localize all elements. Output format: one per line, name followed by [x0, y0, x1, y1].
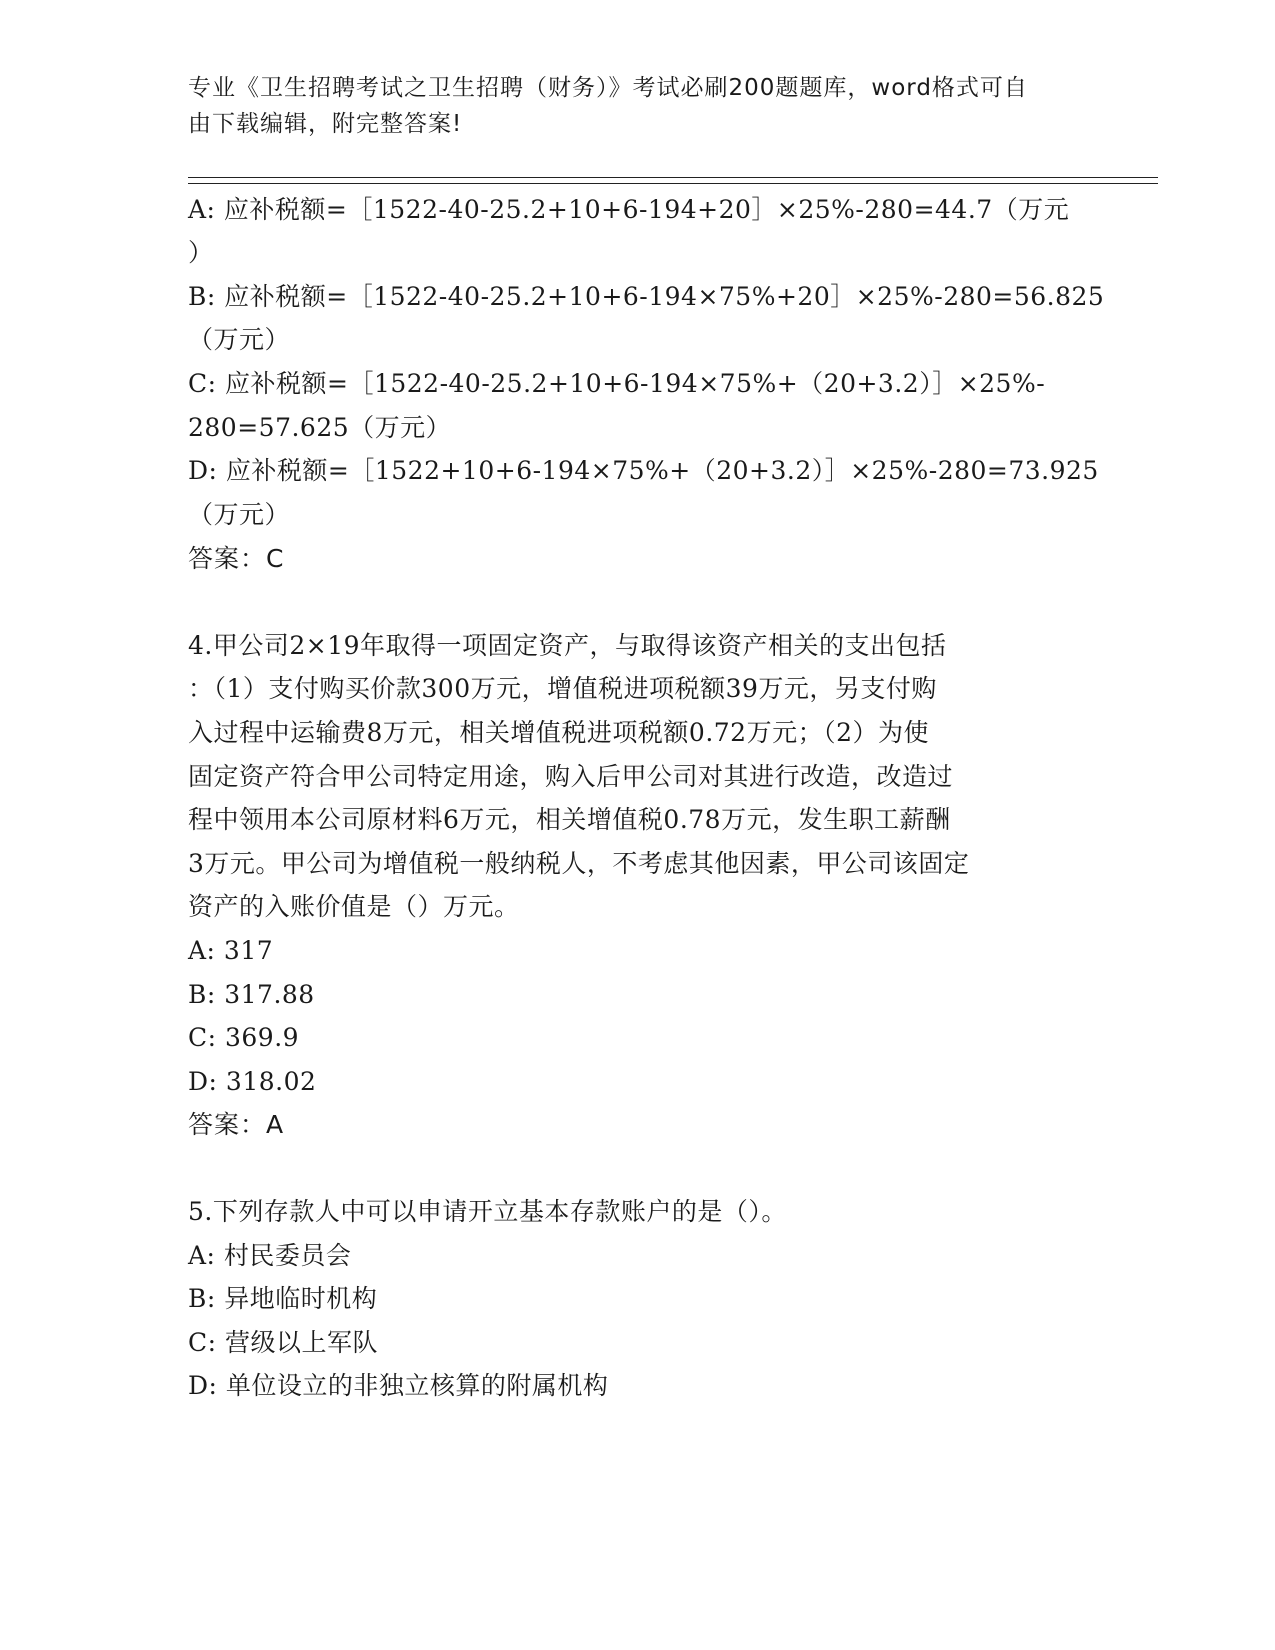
q4-option-d: D: 318.02 — [188, 1067, 317, 1096]
q4-stem-line-2: ：（1）支付购买价款300万元，增值税进项税额39万元，另支付购 — [188, 674, 937, 703]
q4-stem-line-6: 3万元。甲公司为增值税一般纳税人，不考虑其他因素，甲公司该固定 — [188, 849, 970, 878]
q3-option-d-line-1: D: 应补税额=［1522+10+6-194×75%+（20+3.2）］×25%-280=73.925 — [188, 456, 1099, 485]
header-line-1: 专业《卫生招聘考试之卫生招聘（财务）》考试必刷200题题库，word格式可自 — [188, 75, 1028, 101]
q3-option-a-line-2: ） — [188, 238, 214, 267]
q4-option-c: C: 369.9 — [188, 1023, 300, 1052]
q3-option-c-line-2: 280=57.625（万元） — [188, 413, 452, 442]
q3-answer: 答案：C — [188, 544, 285, 573]
q3-option-b-line-1: B: 应补税额=［1522-40-25.2+10+6-194×75%+20］×25%-280=56.825 — [188, 282, 1105, 311]
q5-option-d: D: 单位设立的非独立核算的附属机构 — [188, 1371, 609, 1400]
q3-option-a-line-1: A: 应补税额=［1522-40-25.2+10+6-194+20］×25%-280=44.7（万元 — [188, 195, 1070, 224]
q3-option-c-line-1: C: 应补税额=［1522-40-25.2+10+6-194×75%+（20+3.2）］×25%- — [188, 369, 1046, 398]
document-header — [188, 70, 1088, 142]
q4-stem-line-1: 4.甲公司2×19年取得一项固定资产，与取得该资产相关的支出包括 — [188, 631, 947, 660]
q3-option-d-line-2: （万元） — [188, 500, 291, 529]
header-line-2: 由下载编辑，附完整答案! — [188, 111, 463, 137]
q5-stem: 5.下列存款人中可以申请开立基本存款账户的是（）。 — [188, 1197, 787, 1226]
q3-option-b-line-2: （万元） — [188, 325, 291, 354]
q4-option-a: A: 317 — [188, 936, 274, 965]
q4-stem-line-4: 固定资产符合甲公司特定用途，购入后甲公司对其进行改造，改造过 — [188, 762, 954, 791]
header-divider-bottom — [188, 183, 1158, 184]
header-divider-top — [188, 177, 1158, 178]
q4-stem-line-5: 程中领用本公司原材料6万元，相关增值税0.78万元，发生职工薪酬 — [188, 805, 951, 834]
q4-stem-line-7: 资产的入账价值是（）万元。 — [188, 892, 520, 921]
q4-stem-line-3: 入过程中运输费8万元，相关增值税进项税额0.72万元；（2）为使 — [188, 718, 929, 747]
q5-option-c: C: 营级以上军队 — [188, 1328, 378, 1357]
q4-answer: 答案：A — [188, 1110, 285, 1139]
q5-option-b: B: 异地临时机构 — [188, 1284, 378, 1313]
q4-option-b: B: 317.88 — [188, 980, 315, 1009]
q5-option-a: A: 村民委员会 — [188, 1241, 352, 1270]
